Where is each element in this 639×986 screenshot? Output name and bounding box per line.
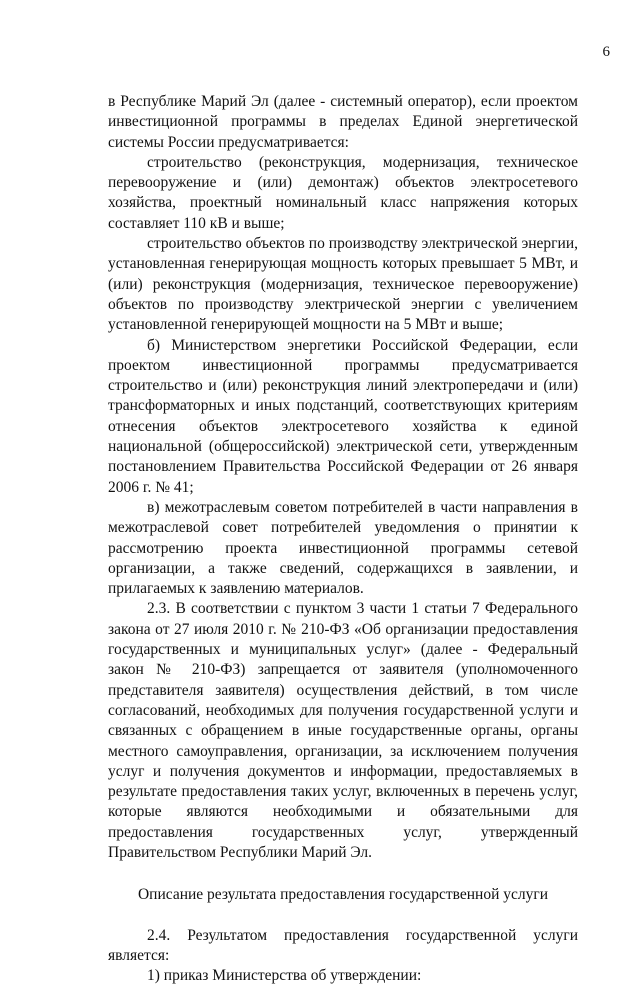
document-body (108, 92, 578, 986)
paragraph-construction-110kv: строительство (реконструкция, модернизация, техническое перевооружение и (или) демонтаж) объектов электросетевого хозяйства, проектный номинальный класс напряжения которых составляет 110 кВ и выше; (108, 153, 578, 232)
paragraph-system-operator: в Республике Марий Эл (далее - системный оператор), если проектом инвестиционной программы в пределах Единой энергетической системы России предусматривается: (108, 93, 578, 151)
page-number: 6 (602, 44, 610, 60)
paragraph-2-4: 2.4. Результатом предоставления государственной услуги является: (108, 926, 578, 964)
paragraph-2-3: 2.3. В соответствии с пунктом 3 части 1 статьи 7 Федерального закона от 27 июля 2010 г. № 210-ФЗ «Об организации предоставления государственных и муниципальных услуг» (далее - Федеральный закон № 210-ФЗ) запрещается от заявителя (уполномоченного представителя заявителя) осуществления действий, в том числе согласований, необходимых для получения государственной услуги и связанных с обращением в иные государственные органы, органы местного самоуправления, организации, за исключением получения услуг и получения документов и информации, предоставляемых в результате предоставления таких услуг, включенных в перечень услуг, которые являются необходимыми и обязательными для предоставления государственных услуг, утвержденный Правительством Республики Марий Эл. (108, 600, 578, 861)
paragraph-generation-5mw: строительство объектов по производству электрической энергии, установленная генерирующая мощность которых превышает 5 МВт, и (или) реконструкция (модернизация, техническое перевооружение) объектов по производству электрической энергии с увеличением установленной генерирующей мощности на 5 МВт и выше; (108, 235, 578, 334)
paragraph-item-v: в) межотраслевым советом потребителей в части направления в межотраслевой совет потребителей уведомления о принятии к рассмотрению проекта инвестиционной программы сетевой организации, а также сведений, содержащихся в заявлении, и прилагаемых к заявлению материалов. (108, 498, 578, 598)
section-heading: Описание результата предоставления государственной услуги (137, 886, 549, 904)
paragraph-item-b: б) Министерством энергетики Российской Федерации, если проектом инвестиционной программы предусматривается строительство и (или) реконструкция линий электропередачи и (или) трансформаторных и иных подстанций, соответствующих критериям отнесения объектов электросетевого хозяйства к единой национальной (общероссийской) электрической сети, утвержденным постановлением Правительства Российской Федерации от 26 января 2006 г. № 41; (108, 336, 578, 496)
paragraph-item-1: 1) приказ Министерства об утверждении: (147, 967, 422, 985)
